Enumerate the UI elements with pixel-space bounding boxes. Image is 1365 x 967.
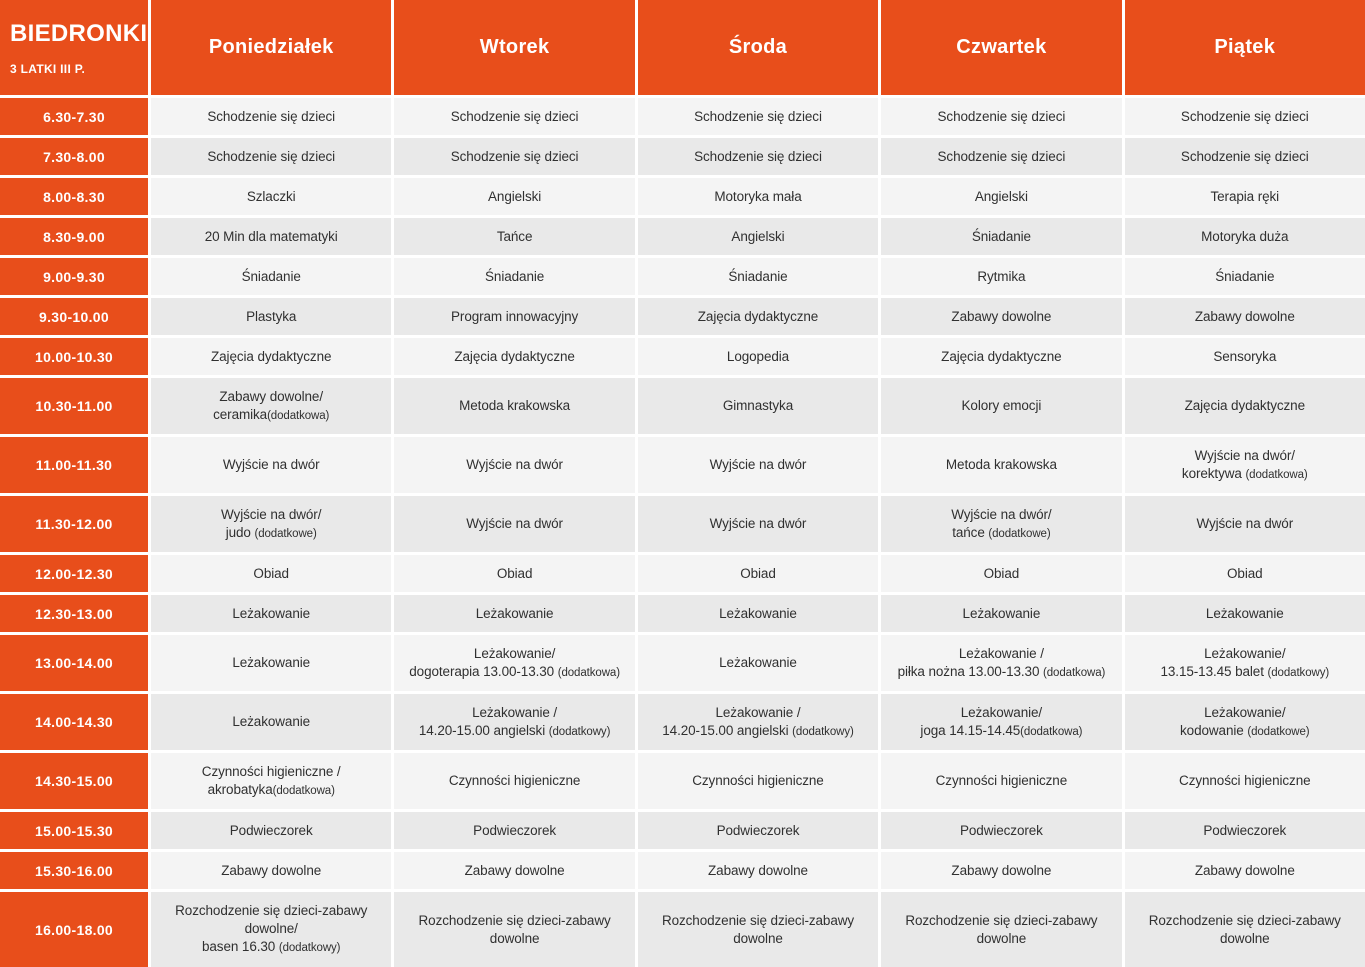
schedule-cell (881, 635, 1121, 691)
activity-text: Leżakowanie (232, 605, 311, 621)
activity-text: Leżakowanie (232, 655, 311, 670)
activity-text: Obiad (983, 565, 1020, 581)
schedule-cell (151, 138, 391, 175)
activity-text: Wyjście na dwór (709, 457, 807, 472)
activity-text: dogoterapia 13.00-13.30 (dodatkowa) (409, 663, 620, 679)
schedule-cell (881, 98, 1121, 135)
schedule-cell (638, 892, 878, 967)
activity-text: Terapia ręki (1210, 188, 1280, 204)
activity-text: Podwieczorek (959, 822, 1043, 838)
activity-text: 20 Min dla matematyki (204, 228, 338, 244)
schedule-cell (394, 892, 634, 967)
addon-note: (dodatkowa) (267, 409, 330, 422)
activity-text: Podwieczorek (716, 822, 800, 838)
schedule-cell (881, 378, 1121, 434)
schedule-cell (881, 258, 1121, 295)
activity-text: Zabawy dowolne (951, 308, 1052, 324)
time-slot: 8.30-9.00 (0, 218, 148, 255)
activity-text: Szlaczki (246, 188, 296, 204)
schedule-cell (638, 218, 878, 255)
activity-text: Leżakowanie / (715, 704, 801, 720)
activity-text: 14.20-15.00 angielski (dodatkowy) (662, 722, 854, 738)
time-slot: 8.00-8.30 (0, 178, 148, 215)
activity-text: Schodzenie się dzieci (450, 108, 579, 124)
group-header-cell (0, 0, 148, 95)
schedule-cell (638, 338, 878, 375)
addon-note: (dodatkowe) (988, 527, 1051, 540)
schedule-cell (881, 338, 1121, 375)
schedule-cell (638, 437, 878, 493)
activity-text: Zabawy dowolne (708, 862, 808, 878)
schedule-cell (881, 437, 1121, 493)
activity-text: akrobatyka(dodatkowa) (207, 781, 335, 797)
schedule-cell (1125, 258, 1365, 295)
activity-text: Wyjście na dwór/ (1194, 447, 1295, 463)
schedule-cell (151, 555, 391, 592)
schedule-cell (394, 635, 634, 691)
schedule-cell (1125, 595, 1365, 632)
schedule-cell (1125, 218, 1365, 255)
activity-text: Podwieczorek (1203, 822, 1287, 838)
schedule-cell (1125, 635, 1365, 691)
activity-text: Schodzenie się dzieci (694, 108, 822, 124)
activity-text: Obiad (496, 565, 533, 581)
activity-text: Wyjście na dwór/ (951, 506, 1052, 522)
activity-text: Leżakowanie / (958, 645, 1044, 661)
activity-text: Rozchodzenie się dzieci-zabawy dowolne (1148, 912, 1341, 946)
addon-note: (dodatkowy) (548, 725, 611, 738)
activity-text: Czynności higieniczne (692, 773, 824, 788)
activity-text: Wyjście na dwór (466, 516, 563, 531)
activity-text: Zabawy dowolne (221, 862, 322, 878)
schedule-cell (881, 753, 1121, 809)
activity-text: Schodzenie się dzieci (694, 148, 822, 164)
activity-text: Motoryka mała (714, 188, 802, 204)
activity-text: Schodzenie się dzieci (937, 108, 1066, 124)
activity-text: Zajęcia dydaktyczne (1184, 398, 1305, 413)
schedule-cell (151, 496, 391, 552)
time-slot: 14.30-15.00 (0, 753, 148, 809)
schedule-cell (151, 812, 391, 849)
activity-text: Sensoryka (1213, 348, 1277, 364)
schedule-cell (881, 595, 1121, 632)
activity-text: Wyjście na dwór/ (221, 506, 322, 522)
schedule-cell (394, 753, 634, 809)
activity-text: Leżakowanie (1205, 605, 1284, 621)
activity-text: ceramika(dodatkowa) (213, 406, 330, 422)
activity-text: Obiad (253, 565, 289, 581)
schedule-cell (151, 753, 391, 809)
schedule-cell (394, 852, 634, 889)
schedule-cell (881, 892, 1121, 967)
time-slot: 10.00-10.30 (0, 338, 148, 375)
activity-text: Rytmika (977, 268, 1026, 284)
schedule-cell (881, 298, 1121, 335)
addon-note: (dodatkowa) (1043, 666, 1106, 679)
activity-text: Schodzenie się dzieci (450, 148, 579, 164)
schedule-cell (638, 178, 878, 215)
activity-text: Leżakowanie/ (1204, 645, 1286, 661)
schedule-cell (394, 496, 634, 552)
addon-note: (dodatkowy) (1267, 666, 1330, 679)
schedule-cell (638, 595, 878, 632)
schedule-cell (638, 258, 878, 295)
schedule-cell (394, 378, 634, 434)
activity-text: Podwieczorek (229, 822, 313, 838)
schedule-cell (1125, 98, 1365, 135)
time-slot: 12.00-12.30 (0, 555, 148, 592)
schedule-cell (1125, 138, 1365, 175)
schedule-cell (1125, 298, 1365, 335)
schedule-cell (394, 812, 634, 849)
schedule-cell (394, 595, 634, 632)
activity-text: Zajęcia dydaktyczne (697, 308, 819, 324)
time-slot: 11.30-12.00 (0, 496, 148, 552)
schedule-cell (638, 378, 878, 434)
activity-text: 14.20-15.00 angielski (dodatkowy) (418, 722, 611, 738)
schedule-cell (151, 98, 391, 135)
schedule-cell (881, 694, 1121, 750)
schedule-cell (638, 852, 878, 889)
activity-text: Leżakowanie (719, 605, 797, 621)
activity-text: Zajęcia dydaktyczne (210, 348, 332, 364)
activity-text: Zabawy dowolne (951, 862, 1052, 878)
time-slot: 15.30-16.00 (0, 852, 148, 889)
schedule-cell (151, 378, 391, 434)
schedule-cell (394, 694, 634, 750)
activity-text: Gimnastyka (722, 398, 794, 413)
time-slot: 14.00-14.30 (0, 694, 148, 750)
activity-text: Wyjście na dwór (466, 457, 563, 472)
day-header-tuesday: Wtorek (394, 0, 634, 95)
activity-text: Leżakowanie (475, 605, 554, 621)
schedule-cell (881, 812, 1121, 849)
activity-text: Leżakowanie / (472, 704, 558, 720)
schedule-cell (881, 555, 1121, 592)
time-slot: 11.00-11.30 (0, 437, 148, 493)
schedule-cell (394, 298, 634, 335)
schedule-cell (1125, 694, 1365, 750)
schedule-cell (1125, 437, 1365, 493)
activity-text: korektywa (dodatkowa) (1181, 465, 1308, 481)
schedule-cell (638, 298, 878, 335)
activity-text: Motoryka duża (1201, 228, 1289, 244)
schedule-cell (881, 178, 1121, 215)
activity-text: Podwieczorek (473, 822, 557, 838)
schedule-cell (1125, 852, 1365, 889)
activity-text: Wyjście na dwór (1196, 516, 1294, 531)
activity-text: Leżakowanie/ (960, 704, 1043, 720)
addon-note: (dodatkowa) (557, 666, 620, 679)
time-slot: 12.30-13.00 (0, 595, 148, 632)
activity-text: tańce (dodatkowe) (952, 524, 1051, 540)
addon-note: (dodatkowa) (1020, 725, 1083, 738)
activity-text: Logopedia (726, 348, 790, 364)
schedule-cell (151, 178, 391, 215)
activity-text: Leżakowanie/ (473, 645, 556, 661)
schedule-cell (1125, 338, 1365, 375)
activity-text: Program innowacyjny (451, 308, 579, 324)
addon-note: (dodatkowe) (1247, 725, 1310, 738)
schedule-cell (881, 496, 1121, 552)
activity-text: Tańce (496, 228, 533, 244)
activity-text: Schodzenie się dzieci (207, 108, 336, 124)
schedule-cell (151, 437, 391, 493)
day-header-thursday: Czwartek (881, 0, 1121, 95)
activity-text: piłka nożna 13.00-13.30 (dodatkowa) (897, 663, 1106, 679)
schedule-cell (638, 138, 878, 175)
activity-text: Obiad (1227, 565, 1263, 581)
activity-text: Leżakowanie/ (1204, 704, 1286, 720)
schedule-cell (1125, 753, 1365, 809)
schedule-cell (1125, 178, 1365, 215)
schedule-cell (394, 218, 634, 255)
schedule-cell (394, 258, 634, 295)
activity-text: Leżakowanie (962, 605, 1041, 621)
schedule-cell (881, 852, 1121, 889)
activity-text: Schodzenie się dzieci (207, 148, 336, 164)
schedule-cell (638, 555, 878, 592)
activity-text: 13.15-13.45 balet (dodatkowy) (1160, 663, 1330, 679)
schedule-cell (151, 635, 391, 691)
time-slot: 15.00-15.30 (0, 812, 148, 849)
schedule-cell (151, 338, 391, 375)
time-slot: 16.00-18.00 (0, 892, 148, 967)
activity-text: Zajęcia dydaktyczne (941, 348, 1062, 364)
activity-text: Śniadanie (971, 228, 1031, 244)
schedule-cell (394, 338, 634, 375)
schedule-cell (1125, 892, 1365, 967)
activity-text: Leżakowanie (719, 655, 797, 670)
addon-note: (dodatkowy) (278, 942, 341, 954)
schedule-cell (394, 98, 634, 135)
group-subtitle: 3 LATKI III P. (10, 61, 86, 76)
activity-text: Schodzenie się dzieci (1180, 148, 1309, 164)
activity-text: Zabawy dowolne (1194, 862, 1295, 878)
day-header-friday: Piątek (1125, 0, 1365, 95)
activity-text: Czynności higieniczne (448, 773, 581, 788)
time-slot: 9.00-9.30 (0, 258, 148, 295)
activity-text: Obiad (740, 565, 776, 581)
schedule-cell (638, 496, 878, 552)
time-slot: 10.30-11.00 (0, 378, 148, 434)
time-slot: 7.30-8.00 (0, 138, 148, 175)
activity-text: Angielski (731, 228, 785, 244)
schedule-cell (638, 98, 878, 135)
activity-text: Metoda krakowska (945, 457, 1057, 472)
activity-text: Rozchodzenie się dzieci-zabawy dowolne (418, 912, 611, 946)
schedule-cell (881, 218, 1121, 255)
schedule-cell (151, 852, 391, 889)
activity-text: Angielski (974, 188, 1028, 204)
activity-text: Angielski (488, 188, 542, 204)
activity-text: Zabawy dowolne (1194, 308, 1295, 324)
schedule-cell (638, 694, 878, 750)
addon-note: (dodatkowy) (792, 725, 854, 738)
activity-text: Metoda krakowska (459, 398, 571, 413)
activity-text: Schodzenie się dzieci (937, 148, 1066, 164)
schedule-cell (151, 298, 391, 335)
activity-text: Śniadanie (1215, 268, 1275, 284)
activity-text: Wyjście na dwór (709, 516, 807, 531)
time-slot: 13.00-14.00 (0, 635, 148, 691)
schedule-cell (394, 555, 634, 592)
addon-note: (dodatkowa) (1245, 468, 1308, 481)
schedule-cell (881, 138, 1121, 175)
schedule-cell (151, 258, 391, 295)
activity-text: Rozchodzenie się dzieci-zabawy dowolne (661, 912, 855, 946)
activity-text: Czynności higieniczne / (201, 763, 341, 779)
addon-note: (dodatkowa) (272, 784, 335, 797)
day-header-wednesday: Środa (638, 0, 878, 95)
activity-text: Kolory emocji (961, 398, 1042, 413)
activity-text: Rozchodzenie się dzieci-zabawy dowolne (905, 912, 1098, 946)
schedule-cell (394, 437, 634, 493)
time-slot: 9.30-10.00 (0, 298, 148, 335)
activity-text: Czynności higieniczne (935, 773, 1068, 788)
schedule-cell (1125, 378, 1365, 434)
activity-text: Śniadanie (485, 268, 545, 284)
activity-text: joga 14.15-14.45(dodatkowa) (920, 722, 1083, 738)
schedule-cell (151, 694, 391, 750)
addon-note: (dodatkowe) (254, 527, 317, 540)
activity-text: basen 16.30 (dodatkowy) (201, 939, 341, 954)
activity-text: Plastyka (246, 308, 297, 324)
group-name: BIEDRONKI (10, 19, 148, 47)
time-slot: 6.30-7.30 (0, 98, 148, 135)
schedule-cell (1125, 555, 1365, 592)
schedule-cell (394, 138, 634, 175)
activity-text: Zabawy dowolne (464, 862, 565, 878)
schedule-cell (394, 178, 634, 215)
activity-text: Schodzenie się dzieci (1180, 108, 1309, 124)
activity-text: Śniadanie (728, 268, 788, 284)
activity-text: Leżakowanie (232, 714, 311, 729)
activity-text: kodowanie (dodatkowe) (1180, 722, 1310, 738)
schedule-cell (638, 635, 878, 691)
activity-text: Wyjście na dwór (222, 457, 320, 472)
schedule-cell (638, 812, 878, 849)
day-header-monday: Poniedziałek (151, 0, 391, 95)
schedule-cell (151, 218, 391, 255)
activity-text: Zajęcia dydaktyczne (454, 348, 575, 364)
activity-text: Śniadanie (241, 268, 301, 284)
schedule-cell (638, 753, 878, 809)
activity-text: Rozchodzenie się dzieci-zabawy dowolne/ (175, 903, 368, 936)
activity-text: judo (dodatkowe) (225, 524, 317, 540)
activity-text: Zabawy dowolne/ (219, 388, 323, 404)
schedule-cell (1125, 496, 1365, 552)
schedule-cell (151, 595, 391, 632)
schedule-cell (151, 892, 391, 967)
schedule-cell (1125, 812, 1365, 849)
activity-text: Czynności higieniczne (1179, 773, 1311, 788)
